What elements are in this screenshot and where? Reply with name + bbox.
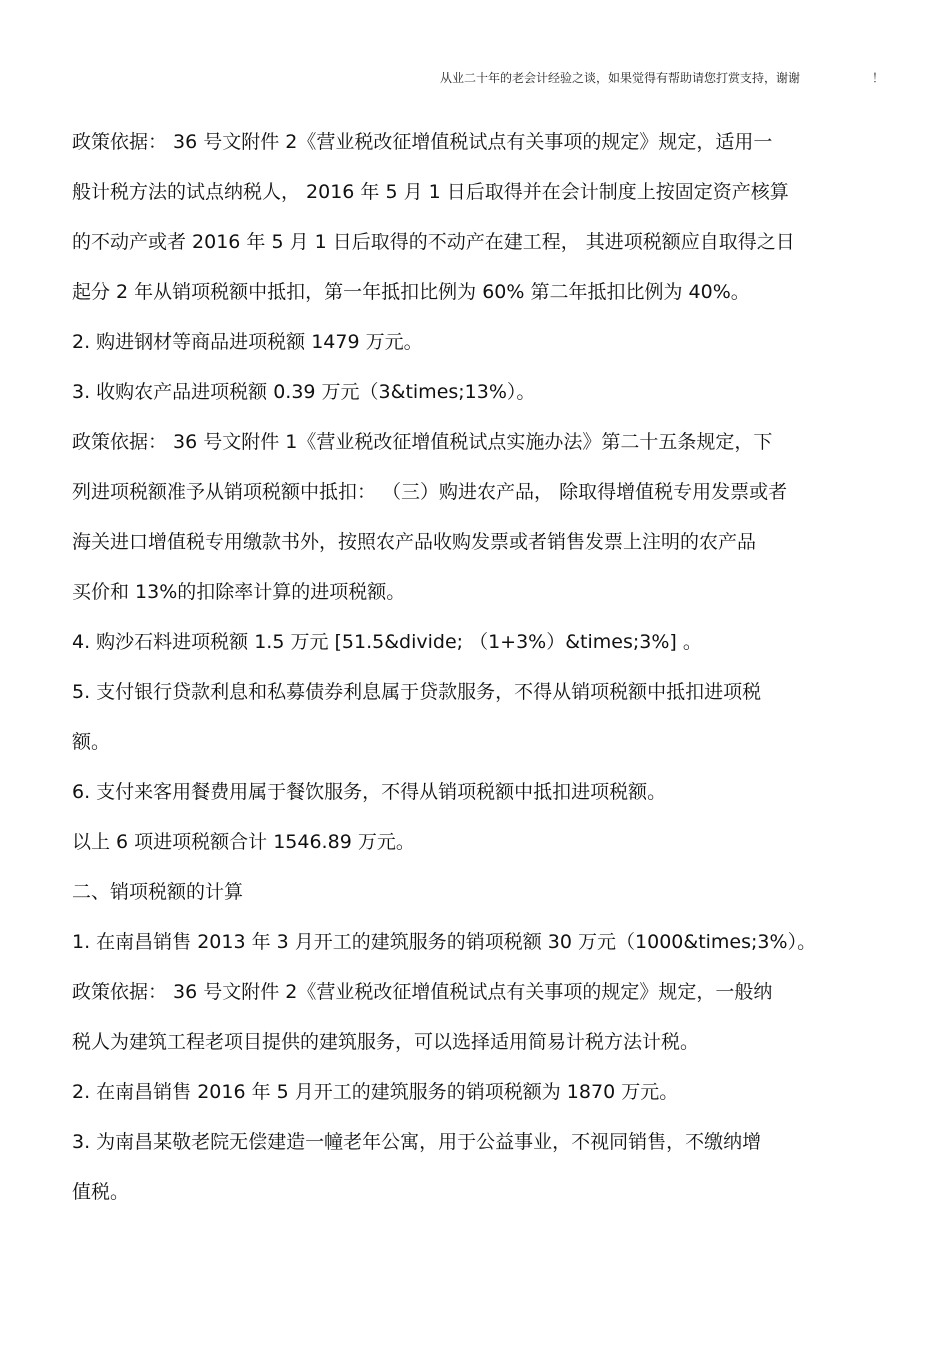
text-line: 3. 为南昌某敬老院无偿建造一幢老年公寓，用于公益事业，不视同销售，不缴纳增 <box>72 1131 762 1153</box>
text-line: 3. 收购农产品进项税额 0.39 万元（3&times;13%）。 <box>72 381 536 403</box>
text-line: 值税。 <box>72 1181 130 1203</box>
header-note: 从业二十年的老会计经验之谈，如果觉得有帮助请您打赏支持，谢谢 <box>440 71 801 85</box>
text-line: 4. 购沙石料进项税额 1.5 万元 [51.5&divide; （1+3%）&times;3%] 。 <box>72 631 702 653</box>
text-line: 6. 支付来客用餐费用属于餐饮服务，不得从销项税额中抵扣进项税额。 <box>72 781 667 803</box>
text-line: 列进项税额准予从销项税额中抵扣： （三）购进农产品， 除取得增值税专用发票或者 <box>72 481 788 503</box>
header-exclamation: ！ <box>872 71 885 85</box>
text-line: 税人为建筑工程老项目提供的建筑服务，可以选择适用简易计税方法计税。 <box>72 1031 700 1053</box>
section-heading: 二、销项税额的计算 <box>72 881 244 903</box>
document-body <box>72 124 872 1224</box>
text-line: 起分 2 年从销项税额中抵扣，第一年抵扣比例为 60% 第二年抵扣比例为 40%。 <box>72 281 750 303</box>
text-line: 以上 6 项进项税额合计 1546.89 万元。 <box>72 831 415 853</box>
text-line: 5. 支付银行贷款利息和私募债券利息属于贷款服务，不得从销项税额中抵扣进项税 <box>72 681 762 703</box>
text-line: 1. 在南昌销售 2013 年 3 月开工的建筑服务的销项税额 30 万元（1000&times;3%）。 <box>72 931 817 953</box>
text-line: 般计税方法的试点纳税人， 2016 年 5 月 1 日后取得并在会计制度上按固定资产核算 <box>72 181 789 203</box>
text-line: 的不动产或者 2016 年 5 月 1 日后取得的不动产在建工程， 其进项税额应自取得之日 <box>72 231 795 253</box>
text-line: 海关进口增值税专用缴款书外，按照农产品收购发票或者销售发票上注明的农产品 <box>72 531 757 553</box>
text-line: 买价和 13%的扣除率计算的进项税额。 <box>72 581 406 603</box>
text-line: 政策依据： 36 号文附件 2《营业税改征增值税试点有关事项的规定》规定，适用一 <box>72 131 773 153</box>
text-line: 政策依据： 36 号文附件 2《营业税改征增值税试点有关事项的规定》规定，一般纳 <box>72 981 773 1003</box>
text-line: 额。 <box>72 731 111 753</box>
text-line: 2. 在南昌销售 2016 年 5 月开工的建筑服务的销项税额为 1870 万元。 <box>72 1081 679 1103</box>
text-line: 政策依据： 36 号文附件 1《营业税改征增值税试点实施办法》第二十五条规定，下 <box>72 431 773 453</box>
text-line: 2. 购进钢材等商品进项税额 1479 万元。 <box>72 331 423 353</box>
